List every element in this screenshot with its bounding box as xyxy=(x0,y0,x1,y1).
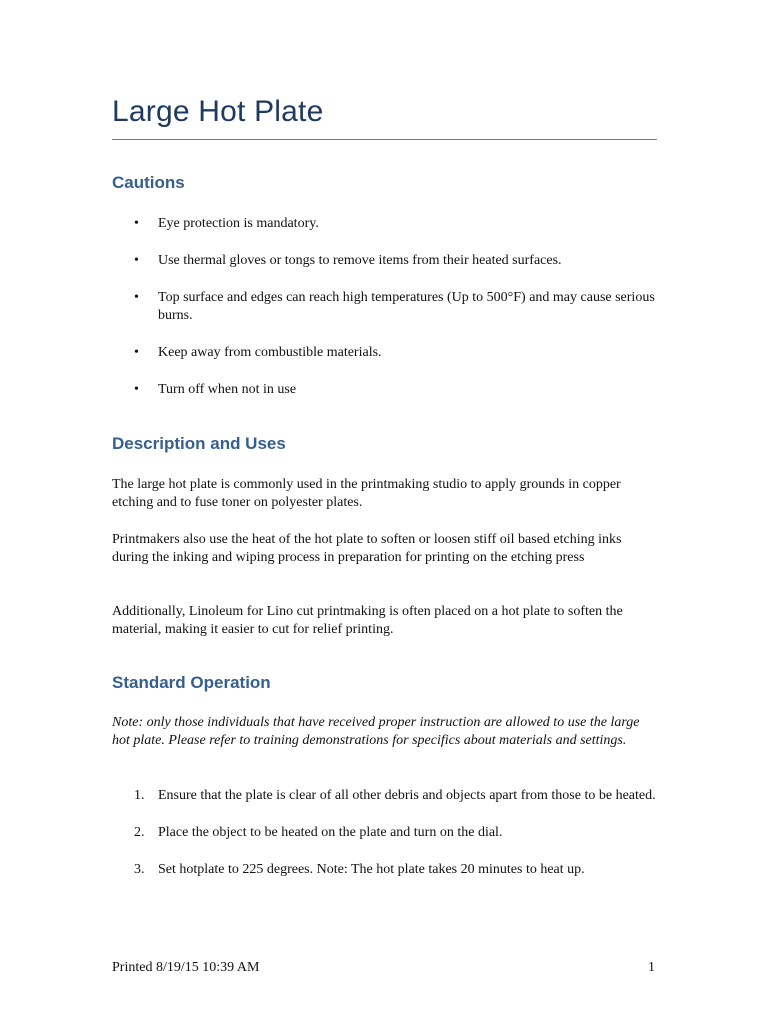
step-text: Set hotplate to 225 degrees. Note: The hot plate takes 20 minutes to heat up. xyxy=(158,862,585,877)
caution-text: Turn off when not in use xyxy=(158,382,297,397)
list-item xyxy=(112,787,657,805)
list-item xyxy=(112,381,657,399)
page-number: 1 xyxy=(648,960,655,975)
title-divider xyxy=(112,139,657,140)
step-number: 3. xyxy=(134,862,145,877)
list-item xyxy=(112,824,657,842)
operation-heading: Standard Operation xyxy=(112,673,271,692)
list-item xyxy=(112,344,657,362)
cautions-list xyxy=(112,215,657,418)
bullet-icon: • xyxy=(134,382,139,397)
description-paragraph: Additionally, Linoleum for Lino cut printmaking is often placed on a hot plate to soften the material, making it easier to cut for relief printing. xyxy=(112,604,623,637)
step-number: 2. xyxy=(134,825,145,840)
caution-text: Use thermal gloves or tongs to remove items from their heated surfaces. xyxy=(158,253,562,268)
step-text: Ensure that the plate is clear of all other debris and objects apart from those to be heated. xyxy=(158,788,656,803)
caution-text: Keep away from combustible materials. xyxy=(158,345,382,360)
description-paragraph: Printmakers also use the heat of the hot plate to soften or loosen stiff oil based etching inks during the inking and wiping process in preparation for printing on the etching press xyxy=(112,532,622,565)
list-item xyxy=(112,289,657,325)
operation-steps xyxy=(112,787,657,898)
description-heading: Description and Uses xyxy=(112,434,286,453)
cautions-heading: Cautions xyxy=(112,173,185,192)
print-timestamp: Printed 8/19/15 10:39 AM xyxy=(112,960,260,975)
list-item xyxy=(112,861,657,879)
list-item xyxy=(112,215,657,233)
operation-note: Note: only those individuals that have received proper instruction are allowed to use the large hot plate. Please refer to training demonstrations for specifics about materials and settings. xyxy=(112,715,640,748)
bullet-icon: • xyxy=(134,290,139,305)
list-item xyxy=(112,252,657,270)
bullet-icon: • xyxy=(134,345,139,360)
bullet-icon: • xyxy=(134,216,139,231)
caution-text: Top surface and edges can reach high temperatures (Up to 500°F) and may cause serious burns. xyxy=(158,290,655,323)
description-paragraph: The large hot plate is commonly used in the printmaking studio to apply grounds in copper etching and to fuse toner on polyester plates. xyxy=(112,477,621,510)
step-number: 1. xyxy=(134,788,145,803)
bullet-icon: • xyxy=(134,253,139,268)
page-title: Large Hot Plate xyxy=(112,95,324,128)
caution-text: Eye protection is mandatory. xyxy=(158,216,319,231)
step-text: Place the object to be heated on the plate and turn on the dial. xyxy=(158,825,503,840)
